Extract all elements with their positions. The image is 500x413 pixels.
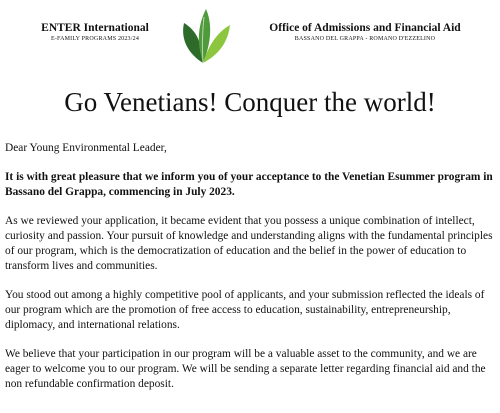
- greeting: Dear Young Environmental Leader,: [5, 142, 167, 154]
- organization-subtitle: E-FAMILY PROGRAMS 2023/24: [50, 36, 140, 42]
- office-block: [255, 22, 475, 43]
- letter-body: [5, 141, 500, 406]
- body-paragraph-2: You stood out among a highly competitive pool of applicants, and your submission reflected the ideals of our program which are the promotion of free access to education, sustainability, entrepreneurship, diplomacy, and international relations.: [5, 289, 485, 331]
- office-name: Office of Admissions and Financial Aid: [269, 22, 461, 34]
- acceptance-statement: It is with great pleasure that we inform you of your acceptance to the Venetian Esummer program in Bassano del Grappa, commencing in July 2023.: [5, 171, 493, 198]
- body-paragraph-3: We believe that your participation in our program will be a valuable asset to the community, and we are eager to welcome you to our program. We will be sending a separate letter regarding financial aid and the non refundable confirmation deposit.: [5, 348, 486, 390]
- letterhead: [0, 0, 500, 72]
- organization-name: ENTER International: [41, 22, 149, 34]
- green-leaf-logo-icon: [172, 3, 234, 65]
- body-paragraph-1: As we reviewed your application, it became evident that you possess a unique combination of intellect, curiosity and passion. Your pursuit of knowledge and understanding aligns with the fundamental principles of our program, which is the democratization of education and the belief in the power of education to transform lives and communities.: [5, 215, 493, 272]
- letter-headline: Go Venetians! Conquer the world!: [64, 87, 436, 117]
- organization-block: [30, 22, 160, 43]
- office-subtitle: BASSANO DEL GRAPPA - ROMANO D'EZZELINO: [294, 36, 436, 42]
